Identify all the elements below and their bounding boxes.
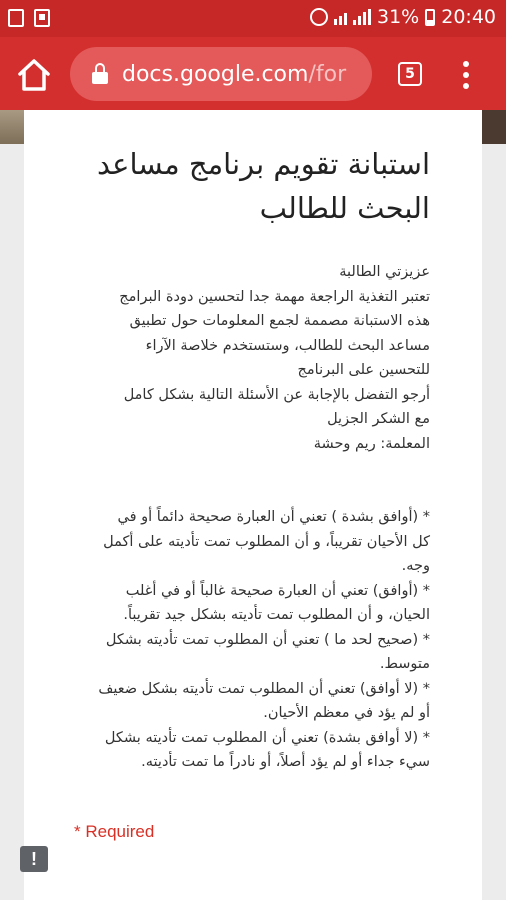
description-line: * (صحيح لحد ما ) تعني أن المطلوب تمت تأديته بشكل (105, 631, 430, 648)
wifi-icon (334, 9, 347, 25)
description-line: للتحسين على البرنامج (297, 362, 430, 378)
description-line: كل الأحيان تقريباً، و أن المطلوب تمت تأديته على أكمل (103, 533, 430, 550)
form-description (58, 260, 430, 775)
home-button[interactable] (14, 57, 54, 93)
description-line (58, 456, 430, 481)
description-line: مع الشكر الجزيل (327, 411, 430, 427)
alarm-icon (310, 8, 328, 26)
battery-icon (425, 9, 435, 26)
report-icon[interactable]: ! (20, 846, 48, 872)
description-line: * (أوافق بشدة ) تعني أن العبارة صحيحة دائماً أو في (117, 509, 430, 525)
description-line: الحيان، و أن المطلوب تمت تأديته بشكل جيد تقريباً. (123, 607, 430, 623)
home-icon (14, 57, 54, 93)
description-line: تعتبر التغذية الراجعة مهمة جدا لتحسين دودة البرامج (119, 288, 430, 305)
address-bar[interactable] (70, 47, 372, 101)
description-line: * (لا أوافق بشدة) تعني أن المطلوب تمت تأديته بشكل (104, 729, 430, 746)
description-line: * (أوافق) تعني أن العبارة صحيحة غالباً أو في أغلب (125, 582, 430, 599)
description-line: * (لا أوافق) تعني أن المطلوب تمت تأديته بشكل ضعيف (98, 680, 430, 697)
url-text (122, 62, 346, 87)
description-line: سيء جداء أو لم يؤد أصلاً، أو نادراً ما تمت تأديته. (141, 754, 430, 770)
app-notification-icon (34, 9, 50, 27)
description-line (58, 481, 430, 506)
more-vert-icon[interactable] (460, 61, 472, 89)
header-image-left (0, 110, 24, 144)
battery-percent: 31% (377, 6, 420, 28)
status-bar (0, 0, 506, 37)
header-image-right (482, 110, 506, 144)
sim-notification-icon (8, 9, 24, 27)
description-line: مساعد البحث للطالب، وستستخدم خلاصة الآراء (145, 337, 430, 354)
form-card (24, 110, 482, 900)
clock: 20:40 (441, 6, 496, 28)
description-line: عزيزتي الطالبة (339, 264, 430, 280)
form-title: استبانة تقويم برنامج مساعد البحث للطالب (96, 147, 430, 225)
status-indicators (310, 6, 496, 28)
cell-signal-icon (353, 9, 371, 25)
browser-toolbar (0, 37, 506, 110)
description-line: هذه الاستبانة مصممة لجمع المعلومات حول تطبيق (129, 313, 430, 329)
description-line: وجه. (401, 558, 430, 574)
url-path: /for (308, 61, 347, 87)
description-line: أرجو التفضل بالإجابة عن الأسئلة التالية بشكل كامل (123, 386, 430, 403)
url-domain: docs.google.com (122, 61, 309, 87)
description-line: المعلمة: ريم وحشة (313, 435, 430, 452)
description-line: أو لم يؤد في معظم الأحيان. (263, 705, 430, 721)
description-line: متوسط. (379, 656, 430, 672)
tab-switcher-button[interactable]: 5 (398, 62, 422, 86)
lock-icon (92, 63, 108, 85)
required-note: * Required (74, 822, 155, 841)
notification-icons (8, 9, 50, 27)
